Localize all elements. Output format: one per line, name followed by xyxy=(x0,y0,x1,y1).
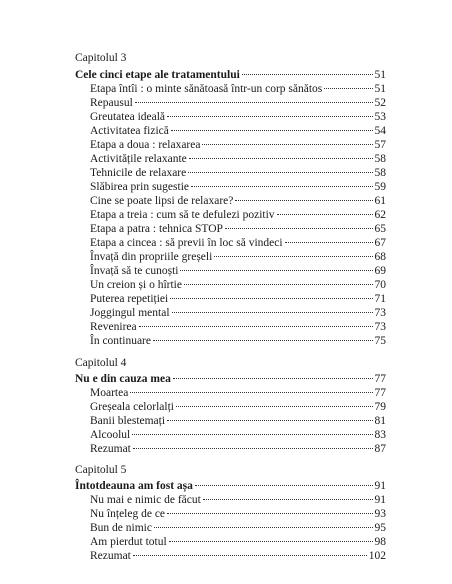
toc-entry xyxy=(90,82,386,96)
dot-leader xyxy=(170,298,372,299)
dot-leader xyxy=(242,74,373,75)
dot-leader xyxy=(180,270,372,271)
dot-leader xyxy=(324,88,372,89)
dot-leader xyxy=(133,555,367,556)
page-number: 51 xyxy=(374,69,386,81)
entry-label: Banii blestemați xyxy=(90,415,166,427)
dot-leader xyxy=(167,116,372,117)
dot-leader xyxy=(171,130,373,131)
toc-entry xyxy=(90,250,386,264)
page-number: 77 xyxy=(374,373,386,385)
dot-leader xyxy=(133,448,373,449)
page-number: 62 xyxy=(374,209,386,221)
page-number: 81 xyxy=(374,415,386,427)
entry-label: Activitățile relaxante xyxy=(90,153,187,165)
page-number: 83 xyxy=(374,429,386,441)
dot-leader xyxy=(167,513,372,514)
entry-label: Etapa a patra : tehnica STOP xyxy=(90,223,223,235)
chapter-title-entry xyxy=(75,372,386,386)
toc-entry xyxy=(90,110,386,124)
toc-entry xyxy=(90,320,386,334)
toc-entry xyxy=(90,180,386,194)
chapter-title: Cele cinci etape ale tratamentului xyxy=(75,69,240,81)
toc-entry xyxy=(90,306,386,320)
dot-leader xyxy=(202,144,372,145)
dot-leader xyxy=(176,406,373,407)
page-number: 87 xyxy=(374,443,386,455)
page-number: 95 xyxy=(374,522,386,534)
page-number: 53 xyxy=(374,111,386,123)
entry-label: Învață din propriile greșeli xyxy=(90,251,213,263)
chapter-title-entry xyxy=(75,479,386,493)
entry-label: Un creion și o hîrtie xyxy=(90,279,182,291)
entry-label: Repausul xyxy=(90,97,133,109)
toc-entry xyxy=(90,222,386,236)
chapter-heading: Capitolul 5 xyxy=(75,464,127,476)
entry-label: Joggingul mental xyxy=(90,307,170,319)
page-number: 79 xyxy=(374,401,386,413)
dot-leader xyxy=(172,312,373,313)
toc-entry xyxy=(90,96,386,110)
dot-leader xyxy=(235,200,372,201)
toc-entry xyxy=(90,166,386,180)
page-number: 93 xyxy=(374,508,386,520)
page-number: 65 xyxy=(374,223,386,235)
entry-label: Etapa a doua : relaxarea xyxy=(90,139,201,151)
page-number: 54 xyxy=(374,125,386,137)
entry-label: Tehnicile de relaxare xyxy=(90,167,187,179)
entry-label: Greutatea ideală xyxy=(90,111,166,123)
toc-entry xyxy=(90,236,386,250)
toc-entry xyxy=(90,386,386,400)
chapter-heading: Capitolul 3 xyxy=(75,52,127,64)
entry-label: Moartea xyxy=(90,387,129,399)
entry-label: Slăbirea prin sugestie xyxy=(90,181,190,193)
dot-leader xyxy=(188,172,372,173)
dot-leader xyxy=(153,340,373,341)
dot-leader xyxy=(225,228,373,229)
dot-leader xyxy=(167,420,372,421)
toc-entry xyxy=(90,521,386,535)
toc-entry xyxy=(90,194,386,208)
dot-leader xyxy=(154,527,373,528)
entry-label: Bun de nimic xyxy=(90,522,152,534)
entry-label: Etapa a treia : cum să te defulezi pozitiv xyxy=(90,209,275,221)
page-number: 61 xyxy=(374,195,386,207)
page-number: 52 xyxy=(374,97,386,109)
toc-entry xyxy=(90,278,386,292)
chapter-heading: Capitolul 4 xyxy=(75,357,127,369)
toc-entry xyxy=(90,414,386,428)
dot-leader xyxy=(139,326,373,327)
entry-label: Am pierdut totul xyxy=(90,536,167,548)
entry-label: Revenirea xyxy=(90,321,137,333)
entry-label: Etapa a cincea : să previi în loc să vindeci xyxy=(90,237,283,249)
toc-entry xyxy=(90,535,386,549)
page-number: 91 xyxy=(374,480,386,492)
page-number: 73 xyxy=(374,321,386,333)
dot-leader xyxy=(132,434,372,435)
entry-label: Puterea repetiției xyxy=(90,293,169,305)
dot-leader xyxy=(195,485,373,486)
entry-label: Nu mai e nimic de făcut xyxy=(90,494,201,506)
page-number: 68 xyxy=(374,251,386,263)
dot-leader xyxy=(203,499,373,500)
toc-entry xyxy=(90,124,386,138)
page-number: 77 xyxy=(374,387,386,399)
page-number: 71 xyxy=(374,293,386,305)
toc-entry xyxy=(90,442,386,456)
dot-leader xyxy=(135,102,373,103)
page-number: 59 xyxy=(374,181,386,193)
page-number: 98 xyxy=(374,536,386,548)
toc-entry xyxy=(90,292,386,306)
entry-label: Cine se poate lipsi de relaxare? xyxy=(90,195,234,207)
page-number: 67 xyxy=(374,237,386,249)
toc-entry xyxy=(90,264,386,278)
page-number: 58 xyxy=(374,167,386,179)
dot-leader xyxy=(130,392,372,393)
chapter-title-entry xyxy=(75,68,386,82)
entry-label: Activitatea fizică xyxy=(90,125,169,137)
page-number: 69 xyxy=(374,265,386,277)
page-number: 58 xyxy=(374,153,386,165)
toc-entry xyxy=(90,152,386,166)
entry-label: Etapa întîi : o minte sănătoasă într-un corp sănătos xyxy=(90,83,323,95)
chapter-title: Nu e din cauza mea xyxy=(75,373,171,385)
entry-label: Alcoolul xyxy=(90,429,131,441)
page-number: 57 xyxy=(374,139,386,151)
dot-leader xyxy=(169,541,373,542)
chapter-title: Întotdeauna am fost așa xyxy=(75,480,193,492)
entry-label: Învață să te cunoști xyxy=(90,265,179,277)
page-number: 70 xyxy=(374,279,386,291)
entry-label: Nu înțeleg de ce xyxy=(90,508,166,520)
page-number: 75 xyxy=(374,335,386,347)
dot-leader xyxy=(277,214,373,215)
dot-leader xyxy=(285,242,373,243)
dot-leader xyxy=(191,186,372,187)
dot-leader xyxy=(184,284,373,285)
entry-label: În continuare xyxy=(90,335,151,347)
toc-entry xyxy=(90,549,386,563)
page-number: 51 xyxy=(374,83,386,95)
dot-leader xyxy=(214,256,372,257)
toc-entry xyxy=(90,400,386,414)
toc-entry xyxy=(90,208,386,222)
toc-entry xyxy=(90,334,386,348)
dot-leader xyxy=(173,378,373,379)
entry-label: Greșeala celorlalți xyxy=(90,401,174,413)
toc-entry xyxy=(90,428,386,442)
toc-entry xyxy=(90,493,386,507)
entry-label: Rezumat xyxy=(90,443,131,455)
toc-entry xyxy=(90,138,386,152)
page-number: 73 xyxy=(374,307,386,319)
page-number: 102 xyxy=(368,550,386,562)
dot-leader xyxy=(189,158,373,159)
entry-label: Rezumat xyxy=(90,550,131,562)
page-number: 91 xyxy=(374,494,386,506)
toc-entry xyxy=(90,507,386,521)
